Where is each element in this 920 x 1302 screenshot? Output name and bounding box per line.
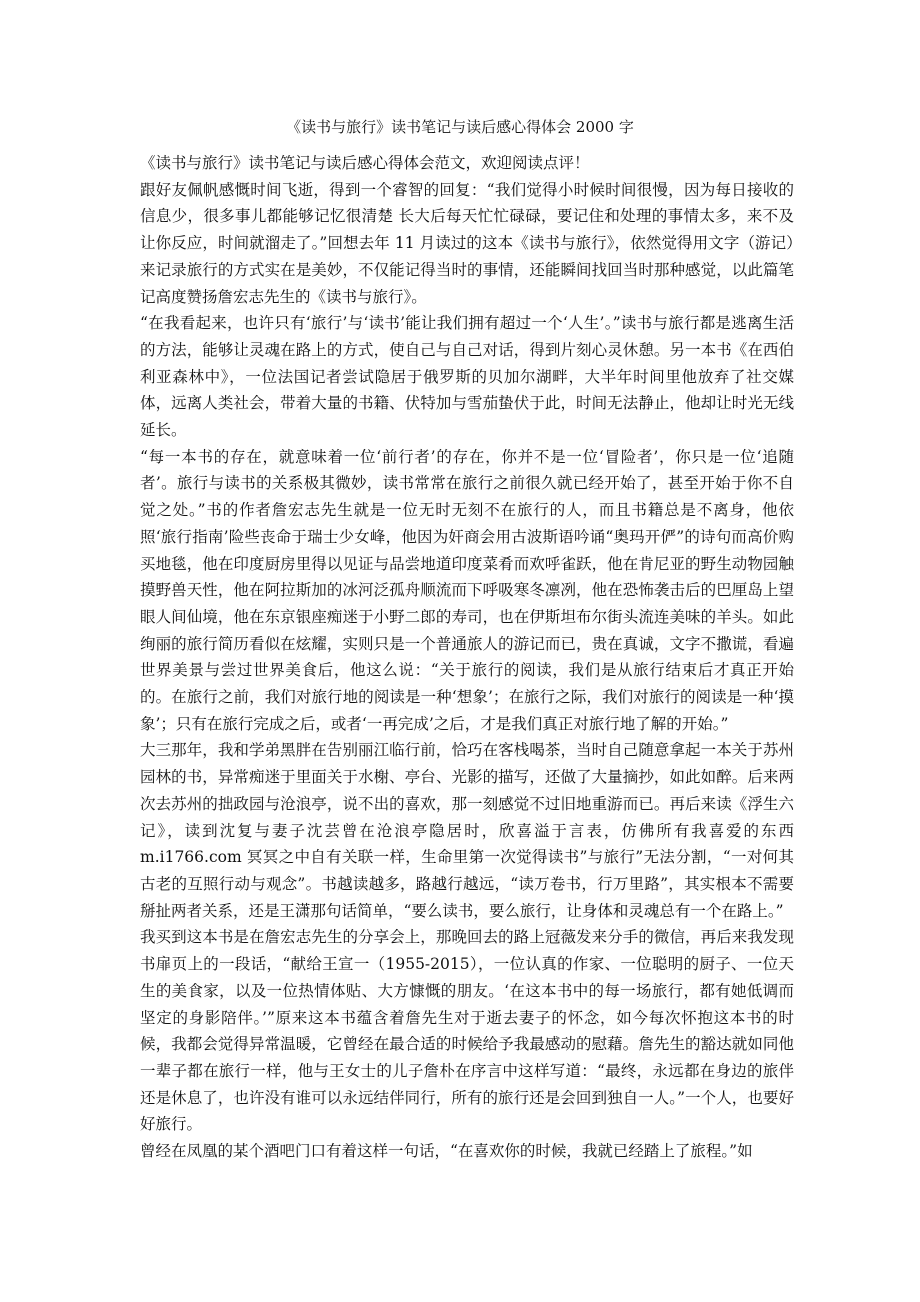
paragraph-suzhou: 大三那年，我和学弟黑胖在告别丽江临行前，恰巧在客栈喝茶，当时自己随意拿起一本关于苏州园林的书，异常痴迷于里面关于水榭、亭台、光影的描写，还做了大量摘抄，如此如醉。后来两次去苏州的拙政园与沧浪亭，说不出的喜欢，那一刻感觉不过旧地重游而已。再后来读《浮生六记》，读到沈复与妻子沈芸曾在沧浪亭隐居时，欣喜溢于言表，仿佛所有我喜爱的东西 m.i1766.com 冥冥之中自有关联一样，生命里第一次觉得读书”与旅行”无法分割，“一对何其古老的互照行动与观念”。书越读越多，路越行越远，“读万卷书，行万里路”，其实根本不需要掰扯两者关系，还是王潇那句话简单，“要么读书，要么旅行，让身体和灵魂总有一个在路上。”: [140, 741, 794, 920]
paragraph-dedication: 我买到这本书是在詹宏志先生的分享会上，那晚回去的路上冠薇发来分手的微信，再后来我发现书扉页上的一段话，“献给王宣一（1955-2015），一位认真的作家、一位聪明的厨子、一位天生的美食家，以及一位热情体贴、大方慷慨的朋友。‘在这本书中的每一场旅行，都有她低调而坚定的身影陪伴。’”原来这本书蕴含着詹先生对于逝去妻子的怀念，如今每次怀抱这本书的时候，我都会觉得异常温暖，它曾经在最合适的时候给予我最感动的慰藉。詹先生的豁达就如同他一辈子都在旅行一样，他与王女士的儿子詹朴在序言中这样写道：“最终，永远都在身边的旅伴还是休息了，也许没有谁可以永远结伴同行，所有的旅行还是会回到独自一人。”一个人，也要好好旅行。: [140, 928, 794, 1134]
paragraph-intro: 《读书与旅行》读书笔记与读后感心得体会范文，欢迎阅读点评！: [140, 154, 590, 172]
paragraph-fenghuang: 曾经在凤凰的某个酒吧门口有着这样一句话，“在喜欢你的时候，我就已经踏上了旅程。”如: [140, 1142, 753, 1161]
paragraph-life: “在我看起来，也许只有‘旅行’与‘读书’能让我们拥有超过一个‘人生’。”读书与旅行都是逃离生活的方法，能够让灵魂在路上的方式，使自己与自己对话，得到片刻心灵休憩。另一本书《在西伯利亚森林中》，一位法国记者尝试隐居于俄罗斯的贝加尔湖畔，大半年时间里他放弃了社交媒体，远离人类社会，带着大量的书籍、伏特加与雪茄蛰伏于此，时间无法静止，他却让时光无线延长。: [140, 314, 794, 440]
document-body: [140, 150, 794, 1165]
document-title: 《读书与旅行》读书笔记与读后感心得体会 2000 字: [286, 118, 634, 136]
paragraph-time: 跟好友佩帆感慨时间飞逝，得到一个睿智的回复：“我们觉得小时候时间很慢，因为每日接收的信息少，很多事儿都能够记忆很清楚 长大后每天忙忙碌碌，要记住和处理的事情太多，来不及让你反应，时间就溜走了。”回想去年 11 月读过的这本《读书与旅行》，依然觉得用文字（游记）来记录旅行的方式实在是美妙，不仅能记得当时的事情，还能瞬间找回当时那种感觉，以此篇笔记高度赞扬詹宏志先生的《读书与旅行》。: [140, 180, 794, 306]
paragraph-traveler: “每一本书的存在，就意味着一位‘前行者’的存在，你并不是一位‘冒险者’，你只是一位‘追随者’。旅行与读书的关系极其微妙，读书常常在旅行之前很久就已经开始了，甚至开始于你不自觉之处。”书的作者詹宏志先生就是一位无时无刻不在旅行的人，而且书籍总是不离身，他依照‘旅行指南’险些丧命于瑞士少女峰，他因为奸商会用古波斯语吟诵“奥玛开俨”的诗句而高价购买地毯，他在印度厨房里得以见证与品尝地道印度菜肴而欢呼雀跃，他在肯尼亚的野生动物园触摸野兽天性，他在阿拉斯加的冰河泛孤舟顺流而下呼吸寒冬凛冽，他在恐怖袭击后的巴厘岛上望眼人间仙境，他在东京银座痴迷于小野二郎的寿司，也在伊斯坦布尔街头流连美味的羊头。如此绚丽的旅行简历看似在炫耀，实则只是一个普通旅人的游记而已，贵在真诚，文字不撒谎，看遍世界美景与尝过世界美食后，他这么说：“关于旅行的阅读，我们是从旅行结束后才真正开始的。在旅行之前，我们对旅行地的阅读是一种‘想象’；在旅行之际，我们对旅行的阅读是一种‘摸象’；只有在旅行完成之后，或者‘一再完成’之后，才是我们真正对旅行地了解的开始。”: [140, 447, 794, 733]
